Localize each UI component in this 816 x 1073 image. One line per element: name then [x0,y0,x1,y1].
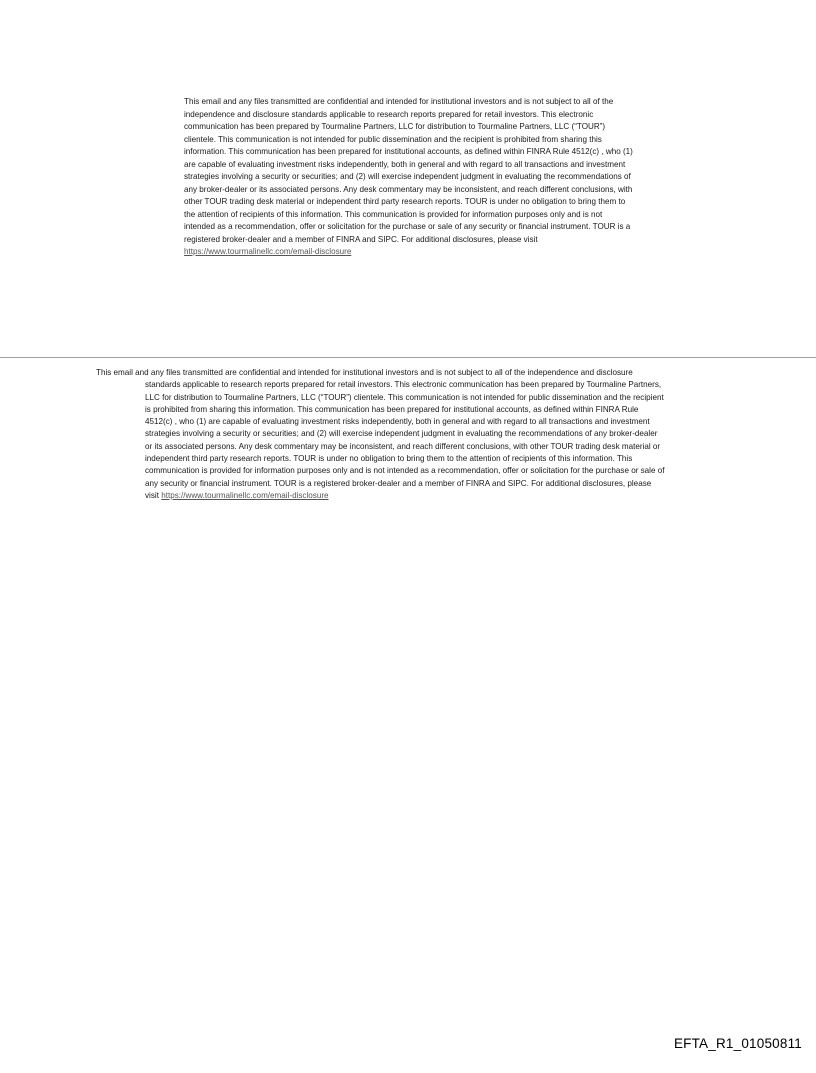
disclaimer-text-bottom: This email and any files transmitted are confidential and intended for institutional investors and is not subject to all of the independence and disclosure standards applicable to research reports prepared for retail investors. This electronic communication has been prepared by Tourmaline Partners, LLC for distribution to Tourmaline Partners, LLC (“TOUR”) clientele. This communication is not intended for public dissemination and the recipient is prohibited from sharing this information. This communication has been prepared for institutional accounts, as defined within FINRA Rule 4512(c) , who (1) are capable of evaluating investment risks independently, both in general and with regard to all transactions and investment strategies involving a security or securities; and (2) will exercise independent judgment in evaluating the recommendations of any broker-dealer or its associated persons. Any desk commentary may be inconsistent, and reach different conclusions, with other TOUR trading desk material or independent third party research reports. TOUR is under no obligation to bring them to the attention of recipients of this information. This communication is provided for information purposes only and is not intended as a recommendation, offer or solicitation for the purchase or sale of any security or financial instrument. TOUR is a registered broker-dealer and a member of FINRA and SIPC. For additional disclosures, please visit [96,368,665,500]
disclosure-link-top[interactable]: https://www.tourmalinellc.com/email-disclosure [184,247,352,256]
document-id-stamp: EFTA_R1_01050811 [673,1036,802,1051]
disclaimer-text-top: This email and any files transmitted are confidential and intended for institutional investors and is not subject to all of the independence and disclosure standards applicable to research reports prepared for retail investors. This electronic communication has been prepared by Tourmaline Partners, LLC for distribution to Tourmaline Partners, LLC (“TOUR”) clientele. This communication is not intended for public dissemination and the recipient is prohibited from sharing this information. This communication has been prepared for institutional accounts, as defined within FINRA Rule 4512(c) , who (1) are capable of evaluating investment risks independently, both in general and with regard to all transactions and investment strategies involving a security or securities; and (2) will exercise independent judgment in evaluating the recommendations of any broker-dealer or its associated persons. Any desk commentary may be inconsistent, and reach different conclusions, with other TOUR trading desk material or independent third party research reports. TOUR is under no obligation to bring them to the attention of recipients of this information. This communication is provided for information purposes only and is not intended as a recommendation, offer or solicitation for the purchase or sale of any security or financial instrument. TOUR is a registered broker-dealer and a member of FINRA and SIPC. For additional disclosures, please visit [184,97,633,244]
disclaimer-paragraph-bottom [96,367,665,502]
disclaimer-paragraph-top [184,96,634,259]
section-divider [0,357,816,358]
disclosure-link-bottom[interactable]: https://www.tourmalinellc.com/email-disclosure [161,490,329,500]
